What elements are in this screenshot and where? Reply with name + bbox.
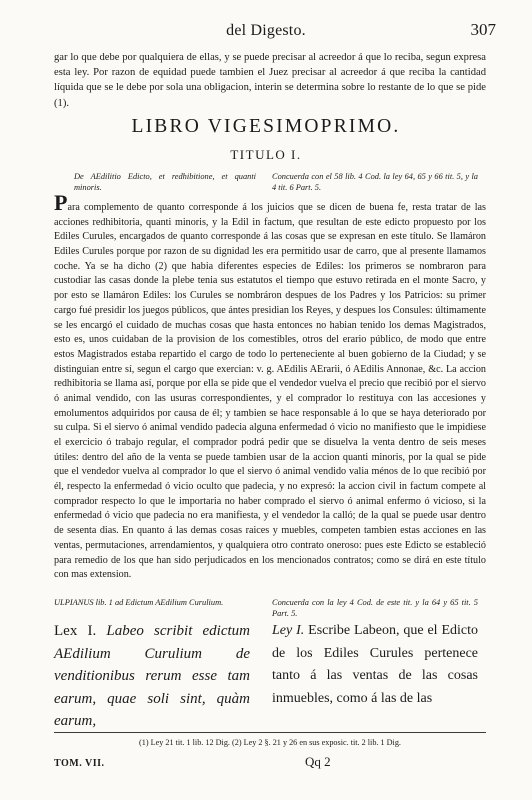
law-concordance: Concuerda con la ley 4 Cod. de este tit. y la 64 y 65 tit. 5 Part. 5. (272, 598, 478, 618)
intro-text: gar lo que debe por qualquiera de ellas, y se puede precisar al acreedor á que lo reciba, segun expresa esta ley. Por razon de equidad puede tambien el Juez precisar al acreedor á que reciba la cantidad líquida que se le debe por sola una obligacion, interin se determina sobre lo restante de lo que se pide (1). (54, 52, 486, 109)
sheet-mark: Qq 2 (305, 754, 331, 769)
page-number: 307 (470, 20, 496, 39)
latin-column (54, 620, 250, 733)
volume-signature: TOM. VII. (54, 758, 105, 769)
rubric-right: Concuerda con el 58 lib. 4 Cod. la ley 64, 65 y 66 tit. 5, y la 4 tit. 6 Part. 5. (272, 172, 478, 192)
intro-paragraph (54, 50, 486, 111)
rubric-left: De AEdilitio Edicto, et redhibitione, et quanti minoris. (74, 172, 256, 192)
footnote-divider (54, 732, 486, 733)
spanish-law-text: Escribe Labeon, que el Edicto de los Ediles Curules pertenece tanto á las ventas de las cosas inmuebles, como á las de las (272, 623, 478, 706)
running-head-title: del Digesto. (226, 22, 306, 39)
latin-law-label: Lex I. (54, 623, 97, 639)
commentary-text: ara complemento de quanto corresponde á los juicios que se dicen de buena fe, resta tratar de las acciones redhibitoria, quanti minoris, y la Edil in factum, que resultan de este edicto propuesto por los Ediles Curules, encargados de quanto corresponde á las cosas que se expresan en este título. Se llamáron Ediles Curules porque por razon de su dignidad les era permitido usar de carro, que al presente llamamos coche. Ya se ha dicho (2) que habia diferentes especies de Ediles: los primeros se nombraron para custodiar las casas donde la plebe tenia sus estatutos el tiempo que estuvo retirada en el monte Sacro, y por esto se llamáron Ediles: los Curules se nombráron despues de los Padres y los Patricios: su primer cargo fué presidir los juegos públicos, que ántes presidian los Reyes, y despues los Consules: últimamente se les encargó el cuidado de muchas cosas que hasta entonces no habian tenido los demas Magistrados, esto es, unos cuidaban de la provision de los comestibles, otros del erario público, de modo que entre estos Magistrados estaba repartido el cargo de todo lo perteneciente al buen gobierno de la Ciudad; y se distinguian entre sí, segun el cargo que exercian: v. g. AEdilis AErarii, ó AEdilis Annonae, &c. La accion redhibitoria se llama así, porque por ella se pide que el vendedor vuelva el precio que recibió por el siervo ó animal vendido, con las usuras correspondientes, y el comprador lo restituya con las accesiones y emolumentos adquiridos por causa de él; y tambien se hace responsable á lo que se haya deteriorado por su culpa. Si el siervo ó animal vendido padecia alguna enfermedad ó vicio no manifiesto que le impidiese el exercicio ó trabajo regular, el comprador podrá pedir que se disuelva la venta dentro de seis meses útiles: dentro del año de la venta se puede tambien usar de la accion quanti minoris, por la qual se pide que el vendedor vuelva al comprador lo que el siervo ó animal vendido valia ménos de lo que recibió por él, respecto la enfermedad ó vicio oculto que padecia, y no expresó: la accion civil in factum compete al comprador respecto lo que le importaria no haber comprado el siervo ó animal enfermo ó vicioso, si la enfermedad ó vicio que padecia no era manifiesta, y el vendedor la calló; de la qual se puede usar dentro de sesenta dias. En quanto á las demas cosas raices y muebles, competen tambien estas acciones en las ventas, permutaciones, arrendamientos, y qualquiera otro contrato oneroso: pues este Edicto se estableció para remedio de los que han sido perjudicados en los mencionados contratos; como se dirá en este título con mas extension. (54, 202, 486, 581)
law-author-citation: ULPIANUS lib. 1 ad Edictum AEdilium Curulium. (54, 598, 224, 607)
commentary-paragraph (54, 190, 486, 583)
latin-law-text: Labeo scribit edictum AEdilium Curulium de venditionibus rerum esse tam earum, quae soli sint, quàm earum, (54, 623, 250, 729)
footnotes: (1) Ley 21 tit. 1 lib. 12 Dig. (2) Ley 2 §. 21 y 26 en sus exposic. tit. 2 lib. 1 Dig. (139, 738, 401, 747)
drop-cap: P (54, 190, 68, 215)
book-title: LIBRO VIGESIMOPRIMO. (131, 116, 401, 137)
spanish-law-label: Ley I. (272, 623, 305, 638)
section-title: TITULO I. (230, 147, 302, 162)
spanish-column (272, 620, 478, 710)
